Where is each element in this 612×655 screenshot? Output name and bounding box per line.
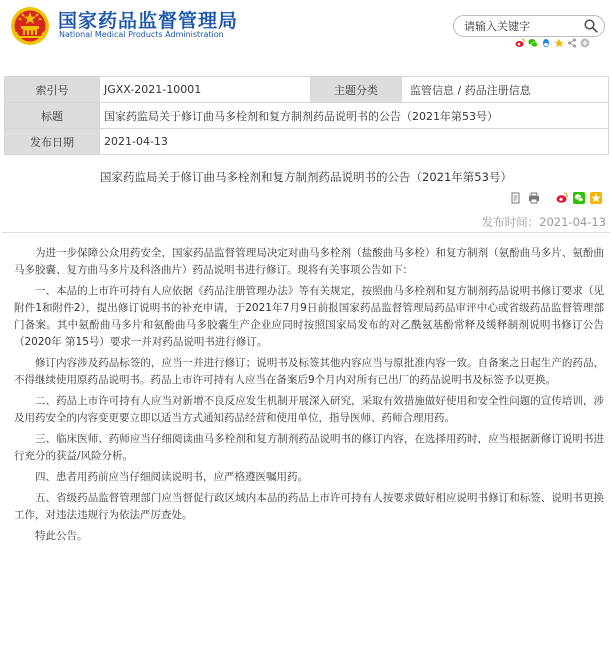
national-emblem-icon[interactable] xyxy=(10,6,50,46)
site-header xyxy=(0,0,612,70)
article-paragraph: 一、本品的上市许可持有人应依据《药品注册管理办法》等有关规定，按照曲马多栓剂和复方制剂药品说明书修订要求（见附件1和附件2），提出修订说明书的补充申请，于2021年7月9日前报国家药品监督管理局药品审评中心或省级药品监督管理部门备案。其中氨酚曲马多片和氨酚曲马多胶囊生产企业应同时按照国家局发布的对乙酰氨基酚常释及缓释制剂说明书修订公告（2020年 第15号）要求一并对药品说明书进行修订。 xyxy=(14,285,604,348)
title-label: 标题 xyxy=(5,103,100,129)
wechat-icon[interactable] xyxy=(573,192,585,204)
article-paragraph: 三、临床医师、药师应当仔细阅读曲马多栓剂和复方制剂药品说明书的修订内容，在选择用药时，应当根据新修订说明书进行充分的获益/风险分析。 xyxy=(14,433,604,462)
print-settings-icon[interactable] xyxy=(510,192,522,204)
table-row xyxy=(5,103,609,129)
share-bar xyxy=(515,38,590,50)
search-input[interactable] xyxy=(464,18,574,34)
article-body xyxy=(14,245,604,549)
site-title-en: National Medical Products Administration xyxy=(59,30,224,39)
site-title[interactable]: 国家药品监督管理局 xyxy=(58,10,239,32)
article-meta-table xyxy=(4,76,609,155)
index-label: 索引号 xyxy=(5,77,100,103)
category-label: 主题分类 xyxy=(311,77,402,103)
article-paragraph: 特此公告。 xyxy=(35,530,88,542)
article-paragraph: 四、患者用药前应当仔细阅读说明书，应严格遵医嘱用药。 xyxy=(35,471,308,483)
article-paragraph: 二、药品上市许可持有人应当对新增不良反应发生机制开展深入研究，采取有效措施做好使用和安全性问题的宣传培训，涉及用药安全的内容变更要立即以适当方式通知药品经营和使用单位，指导医师、药师合理用药。 xyxy=(14,395,604,424)
print-icon[interactable] xyxy=(528,192,540,204)
date-value: 2021-04-13 xyxy=(100,129,609,155)
qq-icon[interactable] xyxy=(590,192,602,204)
search-icon[interactable] xyxy=(583,18,599,34)
qzone-icon[interactable] xyxy=(554,38,564,48)
article-paragraph: 为进一步保障公众用药安全，国家药品监督管理局决定对曲马多栓剂（盐酸曲马多栓）和复方制剂（氨酚曲马多片、氨酚曲马多胶囊、复方曲马多片及科洛曲片）药品说明书进行修订。现将有关事项公告如下： xyxy=(14,247,604,276)
category-value: 监管信息 / 药品注册信息 xyxy=(402,77,609,103)
article-paragraph: 五、省级药品监督管理部门应当督促行政区域内本品的药品上市许可持有人按要求做好相应说明书修订和标签、说明书更换工作，对违法违规行为依法严厉查处。 xyxy=(14,492,604,521)
publish-time: 发布时间：2021-04-13 xyxy=(481,215,606,229)
search-box xyxy=(453,15,605,37)
share-icon[interactable] xyxy=(567,38,577,48)
wechat-icon[interactable] xyxy=(528,38,538,48)
weibo-icon[interactable] xyxy=(556,192,568,204)
weibo-icon[interactable] xyxy=(515,38,525,48)
more-icon[interactable] xyxy=(580,38,590,48)
date-label: 发布日期 xyxy=(5,129,100,155)
title-value: 国家药监局关于修订曲马多栓剂和复方制剂药品说明书的公告（2021年第53号） xyxy=(100,103,609,129)
index-value: JGXX-2021-10001 xyxy=(100,77,311,103)
qq-icon[interactable] xyxy=(541,38,551,48)
table-row xyxy=(5,77,609,103)
table-row xyxy=(5,129,609,155)
article-paragraph: 修订内容涉及药品标签的，应当一并进行修订；说明书及标签其他内容应当与原批准内容一致。自备案之日起生产的药品，不得继续使用原药品说明书。药品上市许可持有人应当在备案后9个月内对所有已出厂的药品说明书及标签予以更换。 xyxy=(14,357,604,386)
article-title: 国家药监局关于修订曲马多栓剂和复方制剂药品说明书的公告（2021年第53号） xyxy=(100,170,512,184)
divider xyxy=(2,232,610,233)
